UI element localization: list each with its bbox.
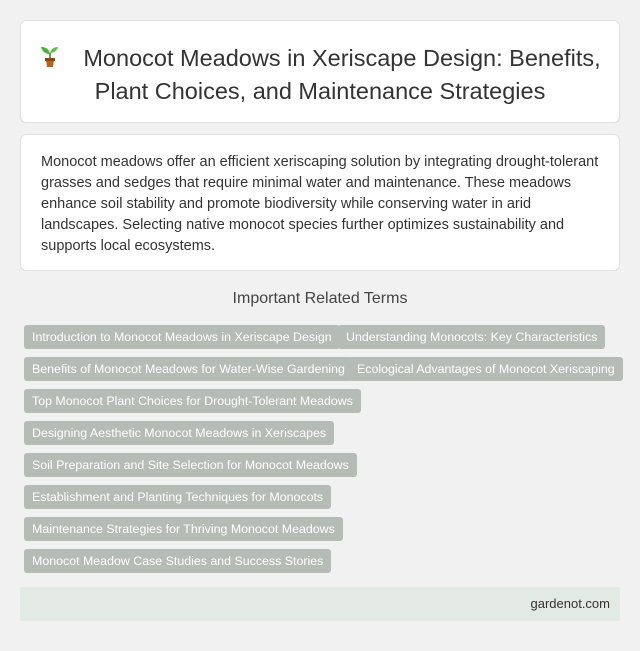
related-terms-heading: Important Related Terms <box>232 290 408 307</box>
related-term-chip[interactable]: Soil Preparation and Site Selection for Monocot Meadows <box>24 453 357 477</box>
related-term-chip[interactable]: Understanding Monocots: Key Characteristics <box>338 325 605 349</box>
related-term-chip[interactable]: Maintenance Strategies for Thriving Monocot Meadows <box>24 517 343 541</box>
title-card <box>20 20 620 123</box>
related-term-chip[interactable]: Top Monocot Plant Choices for Drought-Tolerant Meadows <box>24 389 361 413</box>
related-term-chip[interactable]: Designing Aesthetic Monocot Meadows in Xeriscapes <box>24 421 334 445</box>
related-term-chip[interactable]: Establishment and Planting Techniques for Monocots <box>24 485 331 509</box>
summary-text: Monocot meadows offer an efficient xeriscaping solution by integrating drought-tolerant grasses and sedges that require minimal water and maintenance. These meadows enhance soil stability and promote biodiversity while conserving water in arid landscapes. Selecting native monocot species further optimizes sustainability and supports local ecosystems. <box>41 154 599 254</box>
footer <box>20 587 620 621</box>
related-term-chip[interactable]: Monocot Meadow Case Studies and Success Stories <box>24 549 331 573</box>
summary-card <box>20 134 620 271</box>
sprout-icon <box>39 45 61 76</box>
page-title <box>35 43 605 106</box>
related-term-chip[interactable]: Ecological Advantages of Monocot Xeriscaping <box>349 357 623 381</box>
related-term-chip[interactable]: Benefits of Monocot Meadows for Water-Wise Gardening <box>24 357 353 381</box>
page-title-text: Monocot Meadows in Xeriscape Design: Benefits, Plant Choices, and Maintenance Strategies <box>83 45 601 104</box>
footer-site-link[interactable]: gardenot.com <box>530 596 610 611</box>
related-term-chip[interactable]: Introduction to Monocot Meadows in Xeriscape Design <box>24 325 340 349</box>
